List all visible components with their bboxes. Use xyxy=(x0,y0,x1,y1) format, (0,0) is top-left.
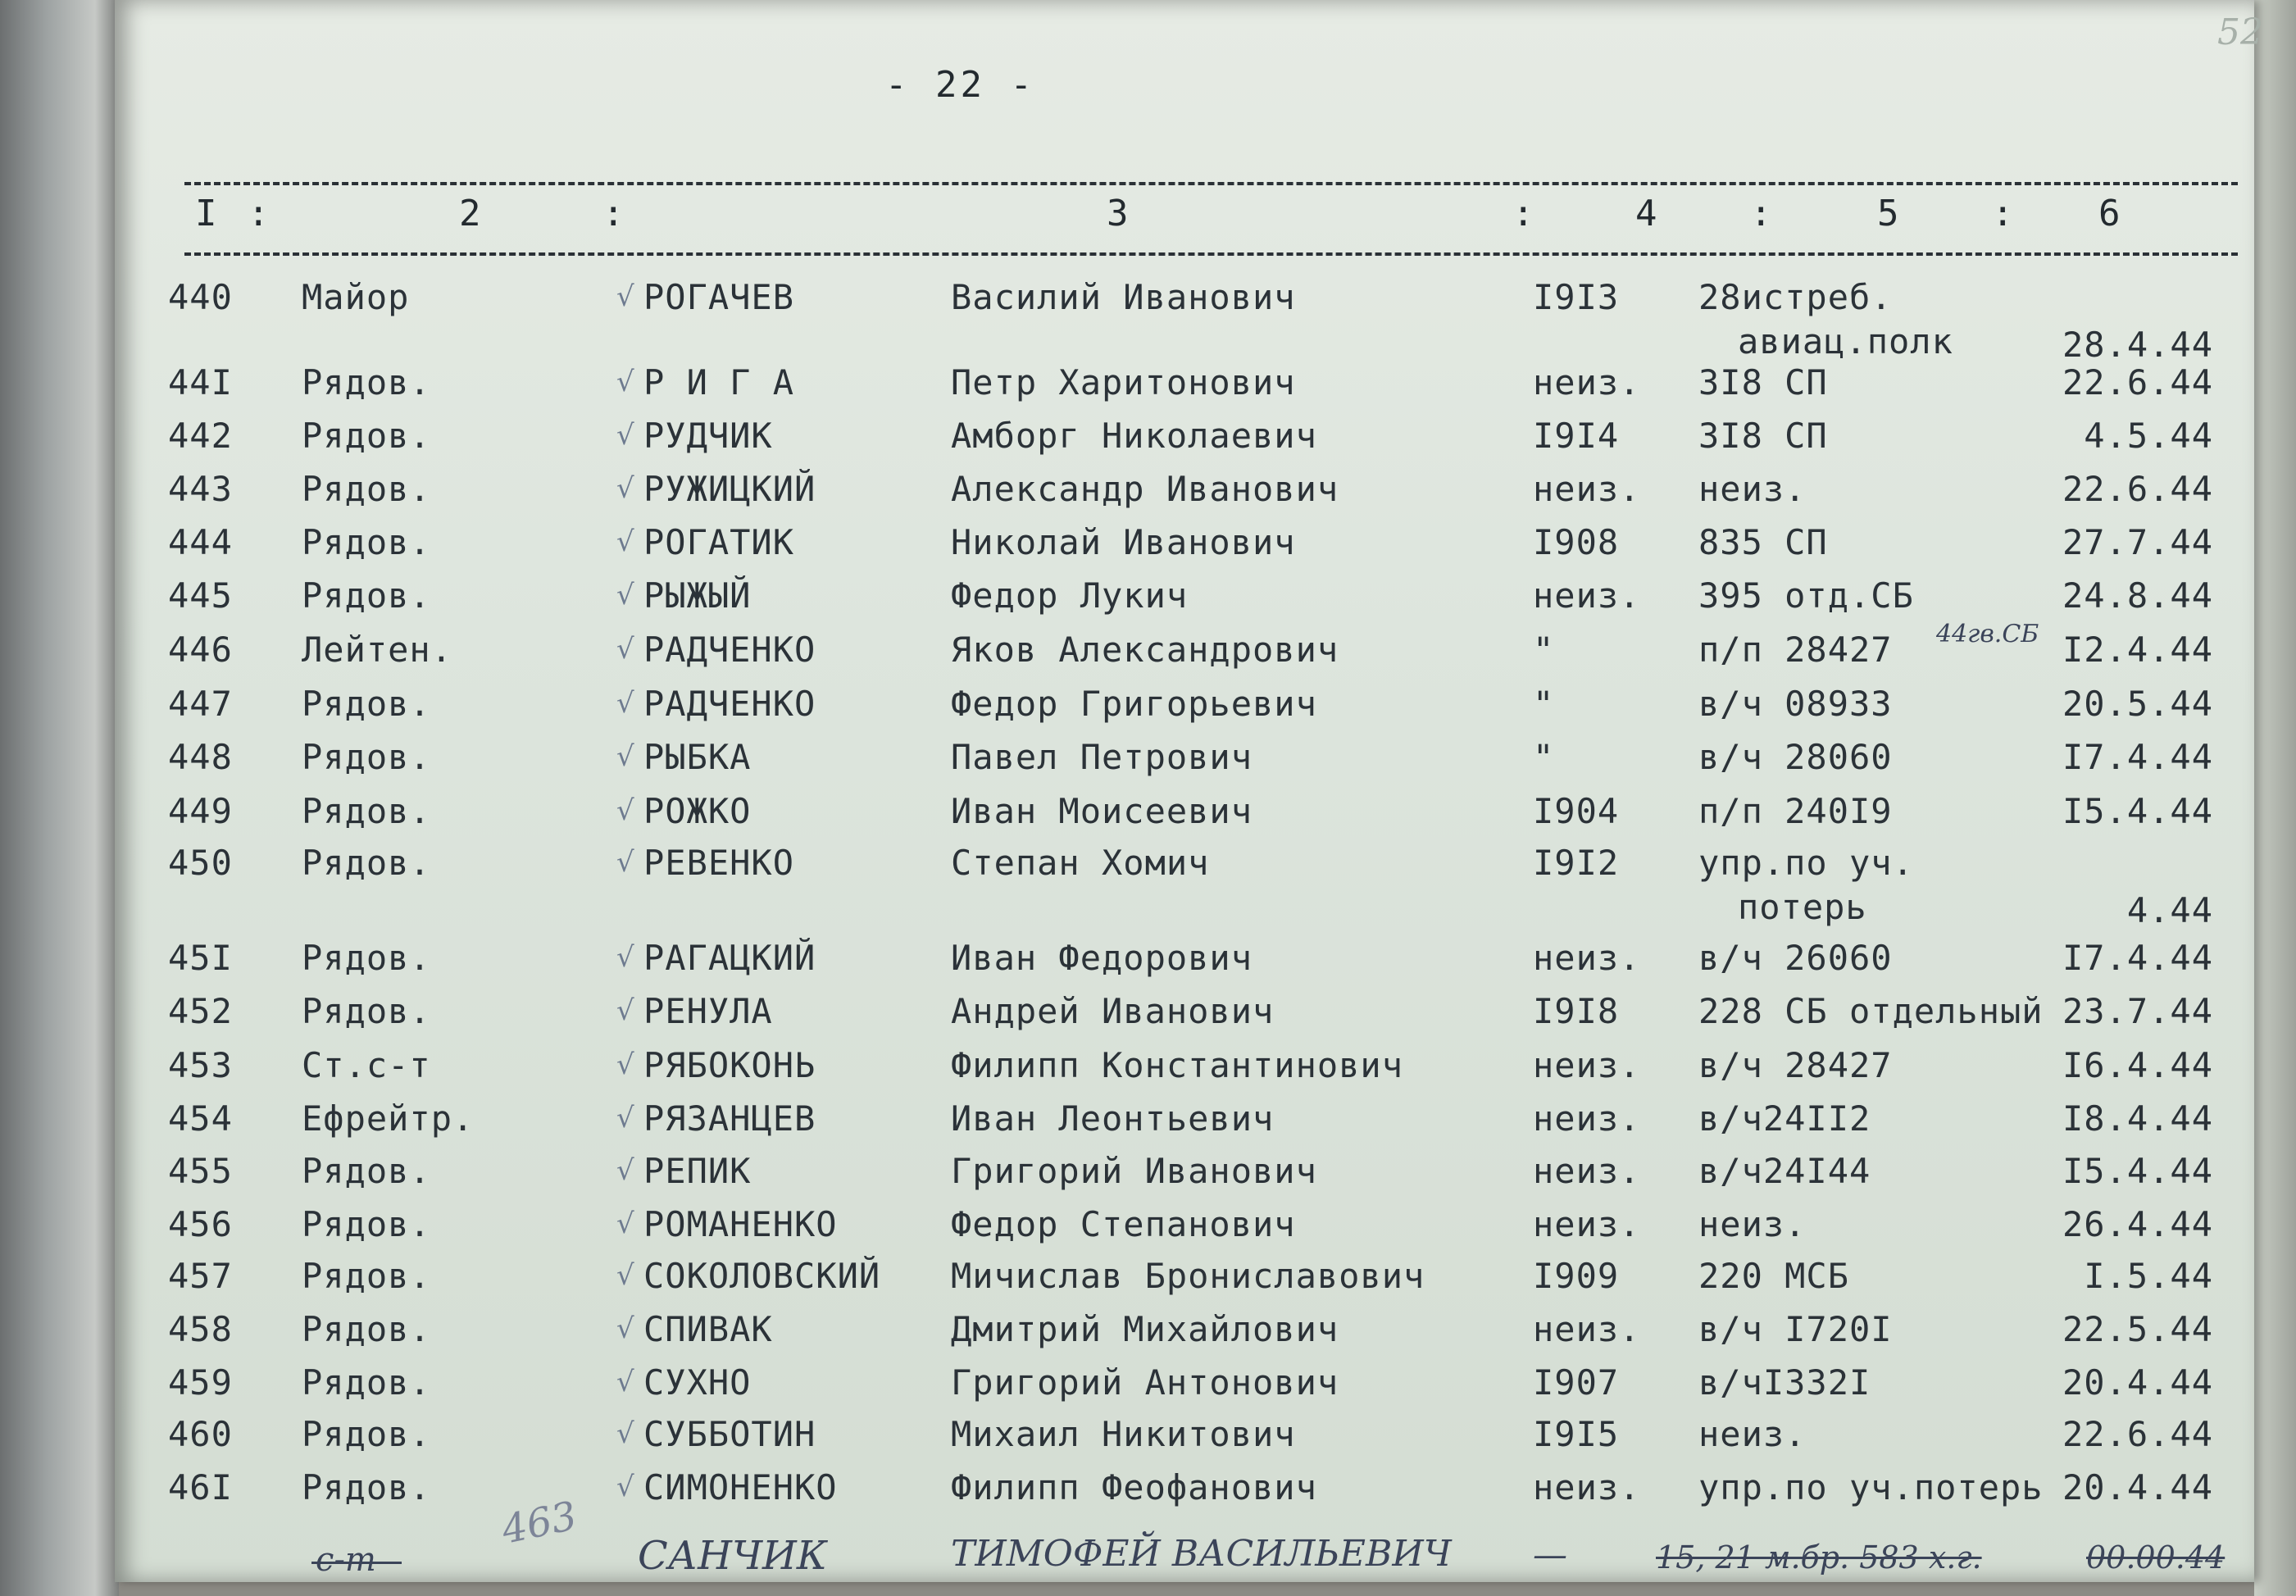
entry-rank: Ефрейтр. xyxy=(302,1098,475,1139)
entry-date: 27.7.44 xyxy=(2062,522,2213,562)
entry-date: I5.4.44 xyxy=(2062,1151,2213,1191)
check-mark: √ xyxy=(616,1417,635,1450)
entry-birth-year: неиз. xyxy=(1533,469,1641,509)
entry-date: I8.4.44 xyxy=(2062,1098,2213,1139)
entry-number: 449 xyxy=(168,791,233,831)
col-sep: : xyxy=(1512,193,1534,234)
entry-surname: РАГАЦКИЙ xyxy=(643,938,816,978)
entry-rank: Рядов. xyxy=(302,991,431,1031)
entry-unit: 28истреб. xyxy=(1698,277,1893,317)
entry-date: 22.6.44 xyxy=(2062,1414,2213,1454)
entry-rank: Рядов. xyxy=(302,1256,431,1296)
entry-surname: РЯЗАНЦЕВ xyxy=(643,1098,816,1139)
check-mark: √ xyxy=(616,687,635,720)
entry-birth-year: I907 xyxy=(1533,1362,1620,1403)
entry-number: 455 xyxy=(168,1151,233,1191)
entry-given-name: Амборг Николаевич xyxy=(951,416,1317,456)
entry-rank: Рядов. xyxy=(302,1414,431,1454)
entry-number: 448 xyxy=(168,737,233,777)
entry-surname: СПИВАК xyxy=(643,1309,773,1349)
check-mark: √ xyxy=(616,1471,635,1503)
entry-number: 456 xyxy=(168,1204,233,1244)
entry-birth-year: I908 xyxy=(1533,522,1620,562)
entry-birth-year: " xyxy=(1533,684,1555,724)
entry-unit: неиз. xyxy=(1698,469,1807,509)
check-mark: √ xyxy=(616,1048,635,1081)
entry-number: 442 xyxy=(168,416,233,456)
entry-number: 446 xyxy=(168,630,233,670)
entry-birth-year: I909 xyxy=(1533,1256,1620,1296)
entry-birth-year: неиз. xyxy=(1533,575,1641,616)
col-header-6: 6 xyxy=(2098,193,2121,234)
margin-note: 463 xyxy=(498,1493,581,1553)
entry-date: 24.8.44 xyxy=(2062,575,2213,616)
entry-birth-year: I9I4 xyxy=(1533,416,1620,456)
hand-name: ТИМОФЕЙ ВАСИЛЬЕВИЧ xyxy=(951,1533,1452,1575)
entry-date: 28.4.44 xyxy=(2062,325,2213,365)
entry-rank: Рядов. xyxy=(302,684,431,724)
entry-surname: СУББОТИН xyxy=(643,1414,816,1454)
entry-rank: Рядов. xyxy=(302,1204,431,1244)
entry-given-name: Яков Александрович xyxy=(951,630,1339,670)
entry-surname: СИМОНЕНКО xyxy=(643,1467,838,1507)
entry-rank: Рядов. xyxy=(302,938,431,978)
entry-given-name: Федор Степанович xyxy=(951,1204,1296,1244)
entry-date: I6.4.44 xyxy=(2062,1045,2213,1085)
entry-birth-year: неиз. xyxy=(1533,938,1641,978)
entry-unit: в/ч 28060 xyxy=(1698,737,1893,777)
entry-birth-year: I9I8 xyxy=(1533,991,1620,1031)
check-mark: √ xyxy=(616,846,635,879)
entry-surname: РАДЧЕНКО xyxy=(643,684,816,724)
entry-given-name: Михаил Никитович xyxy=(951,1414,1296,1454)
entry-number: 450 xyxy=(168,843,233,883)
col-sep: : xyxy=(1992,193,2014,234)
check-mark: √ xyxy=(616,1366,635,1398)
col-header-5: 5 xyxy=(1877,193,1899,234)
check-mark: √ xyxy=(616,366,635,398)
entry-number: 46I xyxy=(168,1467,233,1507)
check-mark: √ xyxy=(616,579,635,612)
entry-given-name: Дмитрий Михайлович xyxy=(951,1309,1339,1349)
entry-given-name: Федор Григорьевич xyxy=(951,684,1317,724)
entry-unit: 3I8 СП xyxy=(1698,362,1828,402)
check-mark: √ xyxy=(616,1102,635,1134)
entry-given-name: Николай Иванович xyxy=(951,522,1296,562)
entry-rank: Рядов. xyxy=(302,737,431,777)
entry-unit-line2: потерь xyxy=(1738,887,1867,927)
entry-rank: Майор xyxy=(302,277,410,317)
entry-birth-year: неиз. xyxy=(1533,1098,1641,1139)
check-mark: √ xyxy=(616,941,635,974)
col-header-3: 3 xyxy=(1107,193,1129,234)
entry-unit: п/п 240I9 xyxy=(1698,791,1893,831)
check-mark: √ xyxy=(616,994,635,1027)
entry-birth-year: I9I5 xyxy=(1533,1414,1620,1454)
check-mark: √ xyxy=(616,1154,635,1187)
entry-surname: РЕВЕНКО xyxy=(643,843,795,883)
entry-number: 453 xyxy=(168,1045,233,1085)
entry-number: 460 xyxy=(168,1414,233,1454)
entry-surname: РЯБОКОНЬ xyxy=(643,1045,816,1085)
page-number: - 22 - xyxy=(885,64,1035,106)
entry-rank: Ст.с-т xyxy=(302,1045,431,1085)
check-mark: √ xyxy=(616,525,635,558)
entry-number: 458 xyxy=(168,1309,233,1349)
entry-given-name: Мичислав Брониславович xyxy=(951,1256,1425,1296)
entry-surname: СУХНО xyxy=(643,1362,752,1403)
entry-given-name: Александр Иванович xyxy=(951,469,1339,509)
entry-given-name: Василий Иванович xyxy=(951,277,1296,317)
entry-rank: Рядов. xyxy=(302,416,431,456)
entry-rank: Рядов. xyxy=(302,522,431,562)
entry-number: 45I xyxy=(168,938,233,978)
entry-rank: Рядов. xyxy=(302,362,431,402)
entry-unit-line2: авиац.полк xyxy=(1738,321,1953,361)
hand-rank: с-т xyxy=(316,1541,376,1579)
entry-number: 452 xyxy=(168,991,233,1031)
check-mark: √ xyxy=(616,1312,635,1345)
entry-date: I7.4.44 xyxy=(2062,938,2213,978)
check-mark: √ xyxy=(616,740,635,773)
entry-unit: в/ч 28427 xyxy=(1698,1045,1893,1085)
entry-date: 23.7.44 xyxy=(2062,991,2213,1031)
hand-surname: САНЧИК xyxy=(638,1533,828,1579)
entry-rank: Рядов. xyxy=(302,575,431,616)
entry-rank: Рядов. xyxy=(302,843,431,883)
col-sep: : xyxy=(602,193,625,234)
entry-surname: РУЖИЦКИЙ xyxy=(643,469,816,509)
entry-unit: упр.по уч.потерь xyxy=(1698,1467,2044,1507)
entry-unit: 220 МСБ xyxy=(1698,1256,1850,1296)
entry-surname: СОКОЛОВСКИЙ xyxy=(643,1256,881,1296)
entry-given-name: Иван Моисеевич xyxy=(951,791,1253,831)
check-mark: √ xyxy=(616,633,635,666)
entry-birth-year: неиз. xyxy=(1533,1309,1641,1349)
entry-unit: 3I8 СП xyxy=(1698,416,1828,456)
col-header-2: 2 xyxy=(459,193,481,234)
entry-unit: в/ч24II2 xyxy=(1698,1098,1871,1139)
entry-unit: в/ч 08933 xyxy=(1698,684,1893,724)
entry-date: 22.6.44 xyxy=(2062,469,2213,509)
entry-date: I2.4.44 xyxy=(2062,630,2213,670)
entry-surname: Р И Г А xyxy=(643,362,795,402)
entry-birth-year: неиз. xyxy=(1533,1204,1641,1244)
entry-birth-year: неиз. xyxy=(1533,1151,1641,1191)
entry-unit: п/п 28427 xyxy=(1698,630,1893,670)
hand-unit: 15, 21 м.бр. 583 х.г. xyxy=(1656,1539,1982,1576)
hand-date: 00.00.44 xyxy=(2086,1539,2226,1576)
entry-surname: РЫЖЫЙ xyxy=(643,575,752,616)
entry-birth-year: I904 xyxy=(1533,791,1620,831)
entry-date: 22.6.44 xyxy=(2062,362,2213,402)
entry-rank: Рядов. xyxy=(302,1309,431,1349)
entry-unit: неиз. xyxy=(1698,1414,1807,1454)
check-mark: √ xyxy=(616,1207,635,1240)
hand-year: — xyxy=(1533,1535,1567,1575)
entry-number: 445 xyxy=(168,575,233,616)
entry-date: I5.4.44 xyxy=(2062,791,2213,831)
entry-given-name: Филипп Константинович xyxy=(951,1045,1404,1085)
entry-surname: РОЖКО xyxy=(643,791,752,831)
entry-number: 444 xyxy=(168,522,233,562)
entry-unit: упр.по уч. xyxy=(1698,843,1914,883)
entry-rank: Рядов. xyxy=(302,1362,431,1403)
entry-birth-year: I9I2 xyxy=(1533,843,1620,883)
entry-rank: Лейтен. xyxy=(302,630,453,670)
entry-number: 454 xyxy=(168,1098,233,1139)
entry-unit: в/чI332I xyxy=(1698,1362,1871,1403)
entry-number: 44I xyxy=(168,362,233,402)
entry-rank: Рядов. xyxy=(302,1467,431,1507)
entry-surname: РУДЧИК xyxy=(643,416,773,456)
entry-date: I.5.44 xyxy=(2084,1256,2213,1296)
entry-surname: РАДЧЕНКО xyxy=(643,630,816,670)
entry-unit: неиз. xyxy=(1698,1204,1807,1244)
entry-unit: в/ч I720I xyxy=(1698,1309,1893,1349)
entry-given-name: Петр Харитонович xyxy=(951,362,1296,402)
entry-rank: Рядов. xyxy=(302,469,431,509)
entry-given-name: Иван Федорович xyxy=(951,938,1253,978)
entry-surname: РОГАЧЕВ xyxy=(643,277,795,317)
entry-surname: РЕНУЛА xyxy=(643,991,773,1031)
entry-given-name: Григорий Иванович xyxy=(951,1151,1317,1191)
check-mark: √ xyxy=(616,472,635,505)
rank-strikethrough xyxy=(311,1562,402,1564)
check-mark: √ xyxy=(616,1259,635,1292)
entry-number: 447 xyxy=(168,684,233,724)
entry-date: 20.5.44 xyxy=(2062,684,2213,724)
entry-date: 4.5.44 xyxy=(2084,416,2213,456)
entry-birth-year: " xyxy=(1533,630,1555,670)
entry-number: 459 xyxy=(168,1362,233,1403)
entry-date: I7.4.44 xyxy=(2062,737,2213,777)
entry-rank: Рядов. xyxy=(302,1151,431,1191)
check-mark: √ xyxy=(616,280,635,313)
entry-surname: РОГАТИК xyxy=(643,522,795,562)
check-mark: √ xyxy=(616,794,635,827)
entry-unit: в/ч24I44 xyxy=(1698,1151,1871,1191)
check-mark: √ xyxy=(616,419,635,452)
entry-unit-handnote: 44гв.СБ xyxy=(1936,620,2039,648)
entry-surname: РЕПИК xyxy=(643,1151,752,1191)
entry-unit: в/ч 26060 xyxy=(1698,938,1893,978)
entry-given-name: Степан Хомич xyxy=(951,843,1210,883)
entry-date: 26.4.44 xyxy=(2062,1204,2213,1244)
entry-rank: Рядов. xyxy=(302,791,431,831)
entry-number: 457 xyxy=(168,1256,233,1296)
entry-surname: РОМАНЕНКО xyxy=(643,1204,838,1244)
col-sep: : xyxy=(248,193,270,234)
entry-given-name: Федор Лукич xyxy=(951,575,1189,616)
col-header-1: I xyxy=(195,193,217,234)
col-header-4: 4 xyxy=(1635,193,1657,234)
entry-unit: 395 отд.СБ xyxy=(1698,575,1914,616)
entry-given-name: Андрей Иванович xyxy=(951,991,1275,1031)
entry-date: 20.4.44 xyxy=(2062,1467,2213,1507)
entry-number: 440 xyxy=(168,277,233,317)
entry-birth-year: неиз. xyxy=(1533,1467,1641,1507)
entry-date: 22.5.44 xyxy=(2062,1309,2213,1349)
corner-page-mark: 52 xyxy=(2217,11,2263,53)
entry-given-name: Филипп Феофанович xyxy=(951,1467,1317,1507)
entry-unit: 835 СП xyxy=(1698,522,1828,562)
entry-birth-year: " xyxy=(1533,737,1555,777)
entry-unit: 228 СБ отдельный xyxy=(1698,991,2044,1031)
entry-given-name: Павел Петрович xyxy=(951,737,1253,777)
entry-birth-year: неиз. xyxy=(1533,1045,1641,1085)
entry-date: 20.4.44 xyxy=(2062,1362,2213,1403)
entry-birth-year: неиз. xyxy=(1533,362,1641,402)
entry-birth-year: I9I3 xyxy=(1533,277,1620,317)
entry-given-name: Григорий Антонович xyxy=(951,1362,1339,1403)
col-sep: : xyxy=(1750,193,1772,234)
entry-surname: РЫБКА xyxy=(643,737,752,777)
entry-number: 443 xyxy=(168,469,233,509)
entry-given-name: Иван Леонтьевич xyxy=(951,1098,1275,1139)
entry-date: 4.44 xyxy=(2126,890,2213,930)
